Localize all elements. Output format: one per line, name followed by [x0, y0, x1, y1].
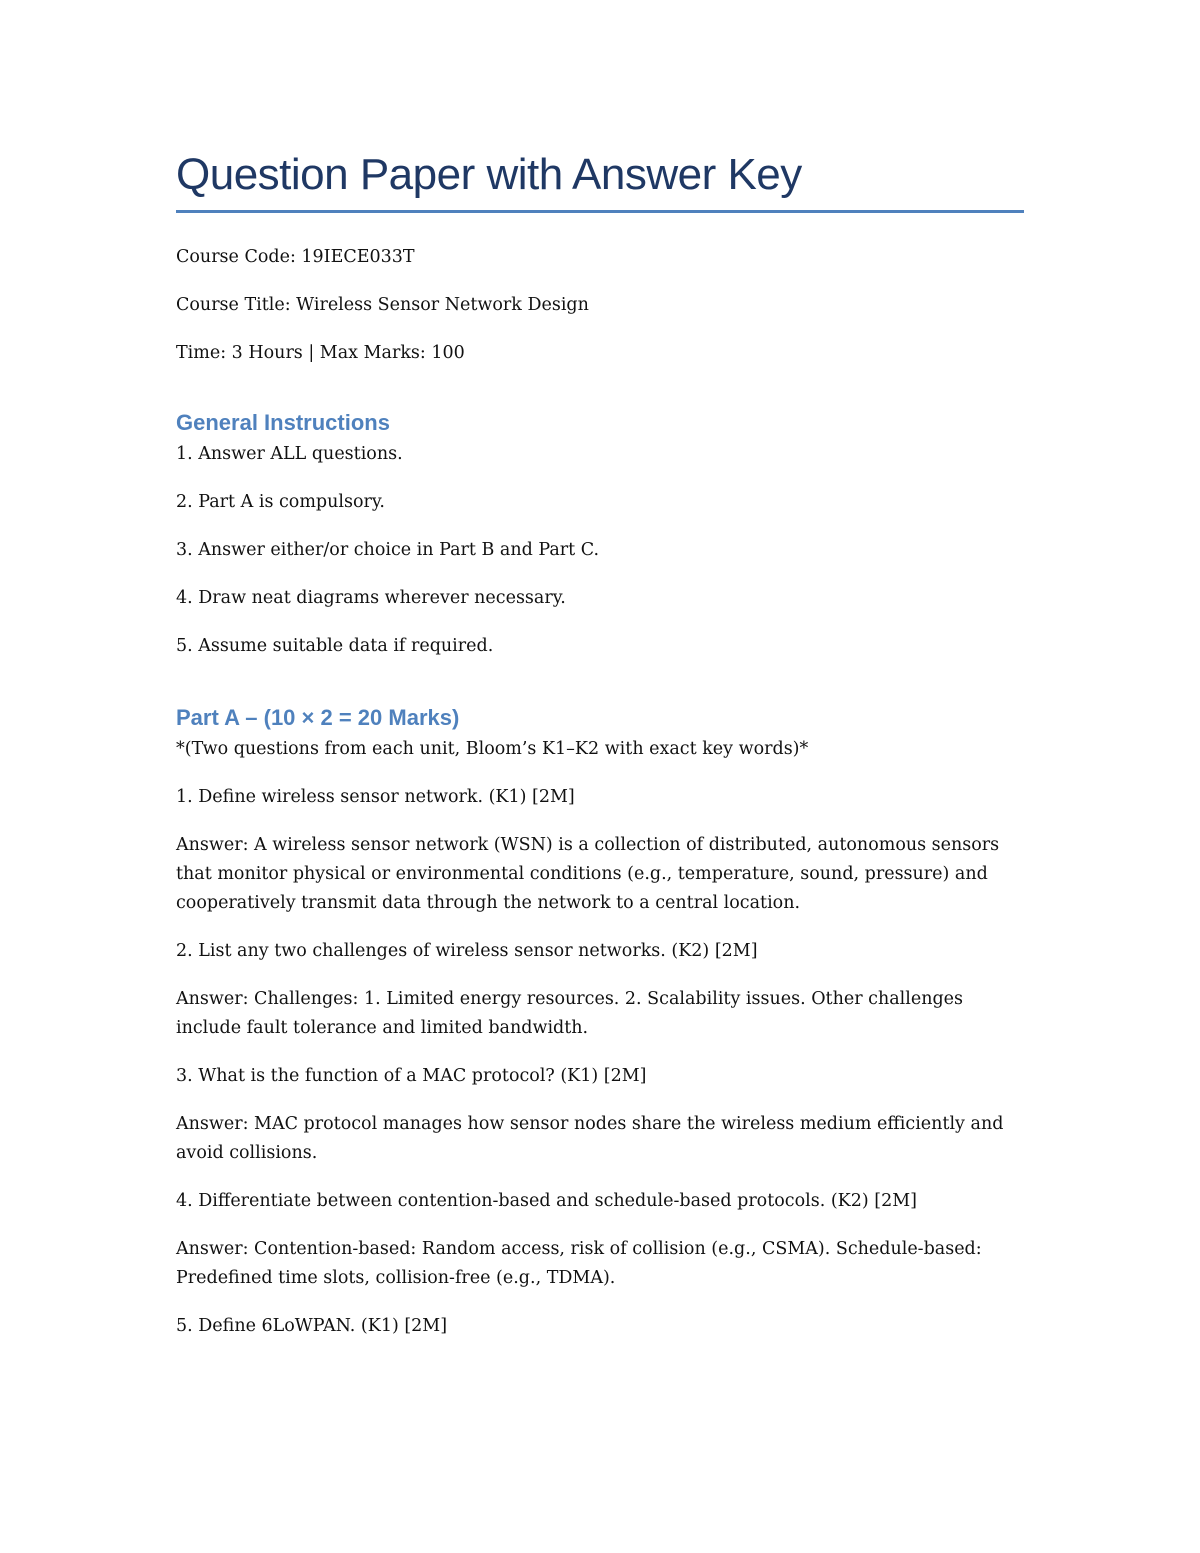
instruction-item: 1. Answer ALL questions.	[176, 444, 403, 464]
question-5: 5. Define 6LoWPAN. (K1) [2M]	[176, 1316, 448, 1336]
question-2: 2. List any two challenges of wireless sensor networks. (K2) [2M]	[176, 941, 758, 961]
answer-2: Answer: Challenges: 1. Limited energy resources. 2. Scalability issues. Other challenges include fault tolerance and limited bandwidth.	[176, 989, 964, 1038]
part-a-heading: Part A – (10 × 2 = 20 Marks)	[176, 705, 460, 730]
general-instructions-heading: General Instructions	[176, 410, 390, 435]
title-underline	[176, 210, 1024, 213]
course-title: Course Title: Wireless Sensor Network Design	[176, 295, 589, 315]
question-4: 4. Differentiate between contention-based and schedule-based protocols. (K2) [2M]	[176, 1191, 917, 1211]
answer-3: Answer: MAC protocol manages how sensor nodes share the wireless medium efficiently and avoid collisions.	[176, 1114, 1004, 1163]
part-a-note: *(Two questions from each unit, Bloom’s K1–K2 with exact key words)*	[176, 739, 809, 759]
instruction-item: 4. Draw neat diagrams wherever necessary.	[176, 588, 566, 608]
general-instructions-list	[176, 440, 1024, 661]
instruction-item: 2. Part A is compulsory.	[176, 492, 385, 512]
question-1: 1. Define wireless sensor network. (K1) [2M]	[176, 787, 575, 807]
question-3: 3. What is the function of a MAC protocol? (K1) [2M]	[176, 1066, 647, 1086]
answer-1: Answer: A wireless sensor network (WSN) is a collection of distributed, autonomous sensors that monitor physical or environmental conditions (e.g., temperature, sound, pressure) and cooperatively transmit data through the network to a central location.	[176, 835, 1000, 913]
document-title: Question Paper with Answer Key	[176, 150, 802, 199]
answer-4: Answer: Contention-based: Random access, risk of collision (e.g., CSMA). Schedule-based: Predefined time slots, collision-free (e.g., TDMA).	[176, 1239, 982, 1288]
instruction-item: 5. Assume suitable data if required.	[176, 636, 494, 656]
time-and-marks: Time: 3 Hours | Max Marks: 100	[176, 343, 465, 363]
course-meta	[176, 243, 1024, 368]
part-a-questions	[176, 735, 1024, 1341]
instruction-item: 3. Answer either/or choice in Part B and Part C.	[176, 540, 600, 560]
course-code: Course Code: 19IECE033T	[176, 247, 415, 267]
document-page	[176, 148, 1024, 1360]
